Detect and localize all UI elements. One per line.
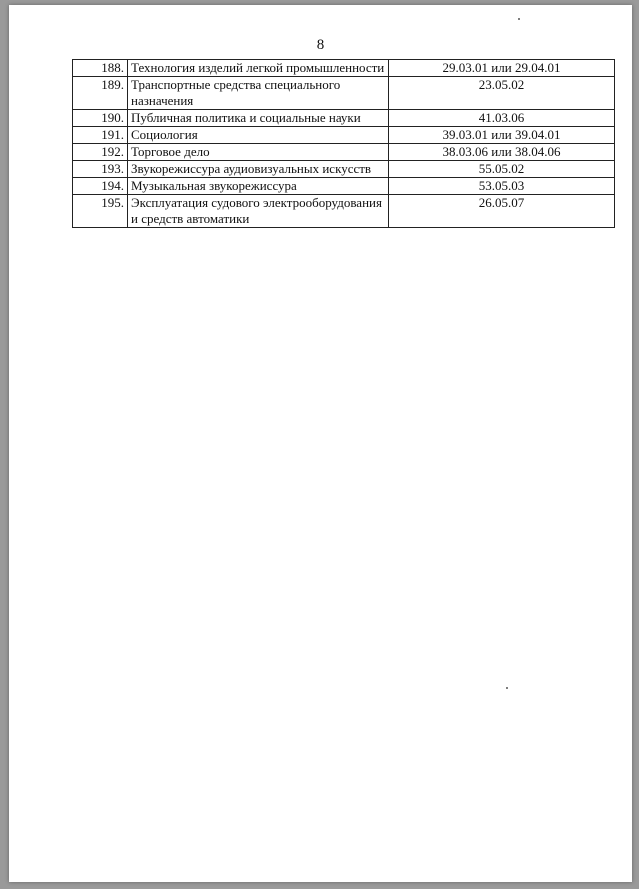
specialty-code: 41.03.06 xyxy=(389,110,615,127)
specialty-name: Технология изделий легкой промышленности xyxy=(128,60,389,77)
specialty-code: 23.05.02 xyxy=(389,77,615,110)
specialty-code: 39.03.01 или 39.04.01 xyxy=(389,127,615,144)
row-number: 195. xyxy=(73,195,128,228)
row-number: 191. xyxy=(73,127,128,144)
scan-speck xyxy=(506,687,508,689)
row-number: 193. xyxy=(73,161,128,178)
specialty-name: Транспортные средства специального назначения xyxy=(128,77,389,110)
specialty-code: 26.05.07 xyxy=(389,195,615,228)
row-number: 192. xyxy=(73,144,128,161)
table-row xyxy=(73,195,615,228)
row-number: 194. xyxy=(73,178,128,195)
specialty-name: Эксплуатация судового электрооборудования и средств автоматики xyxy=(128,195,389,228)
table-row xyxy=(73,144,615,161)
row-number: 190. xyxy=(73,110,128,127)
specialty-name: Публичная политика и социальные науки xyxy=(128,110,389,127)
table-row xyxy=(73,110,615,127)
specialty-code: 55.05.02 xyxy=(389,161,615,178)
scan-speck xyxy=(518,18,520,20)
table-row xyxy=(73,161,615,178)
specialty-name: Торговое дело xyxy=(128,144,389,161)
table-row xyxy=(73,178,615,195)
specialty-name: Музыкальная звукорежиссура xyxy=(128,178,389,195)
document-page xyxy=(9,5,632,882)
specialty-code: 53.05.03 xyxy=(389,178,615,195)
specialty-name: Социология xyxy=(128,127,389,144)
page-number: 8 xyxy=(316,37,325,53)
specialty-code: 29.03.01 или 29.04.01 xyxy=(389,60,615,77)
table-row xyxy=(73,127,615,144)
specialty-name: Звукорежиссура аудиовизуальных искусств xyxy=(128,161,389,178)
specialties-table xyxy=(72,59,615,228)
table-row xyxy=(73,60,615,77)
row-number: 189. xyxy=(73,77,128,110)
table-row xyxy=(73,77,615,110)
row-number: 188. xyxy=(73,60,128,77)
specialty-code: 38.03.06 или 38.04.06 xyxy=(389,144,615,161)
